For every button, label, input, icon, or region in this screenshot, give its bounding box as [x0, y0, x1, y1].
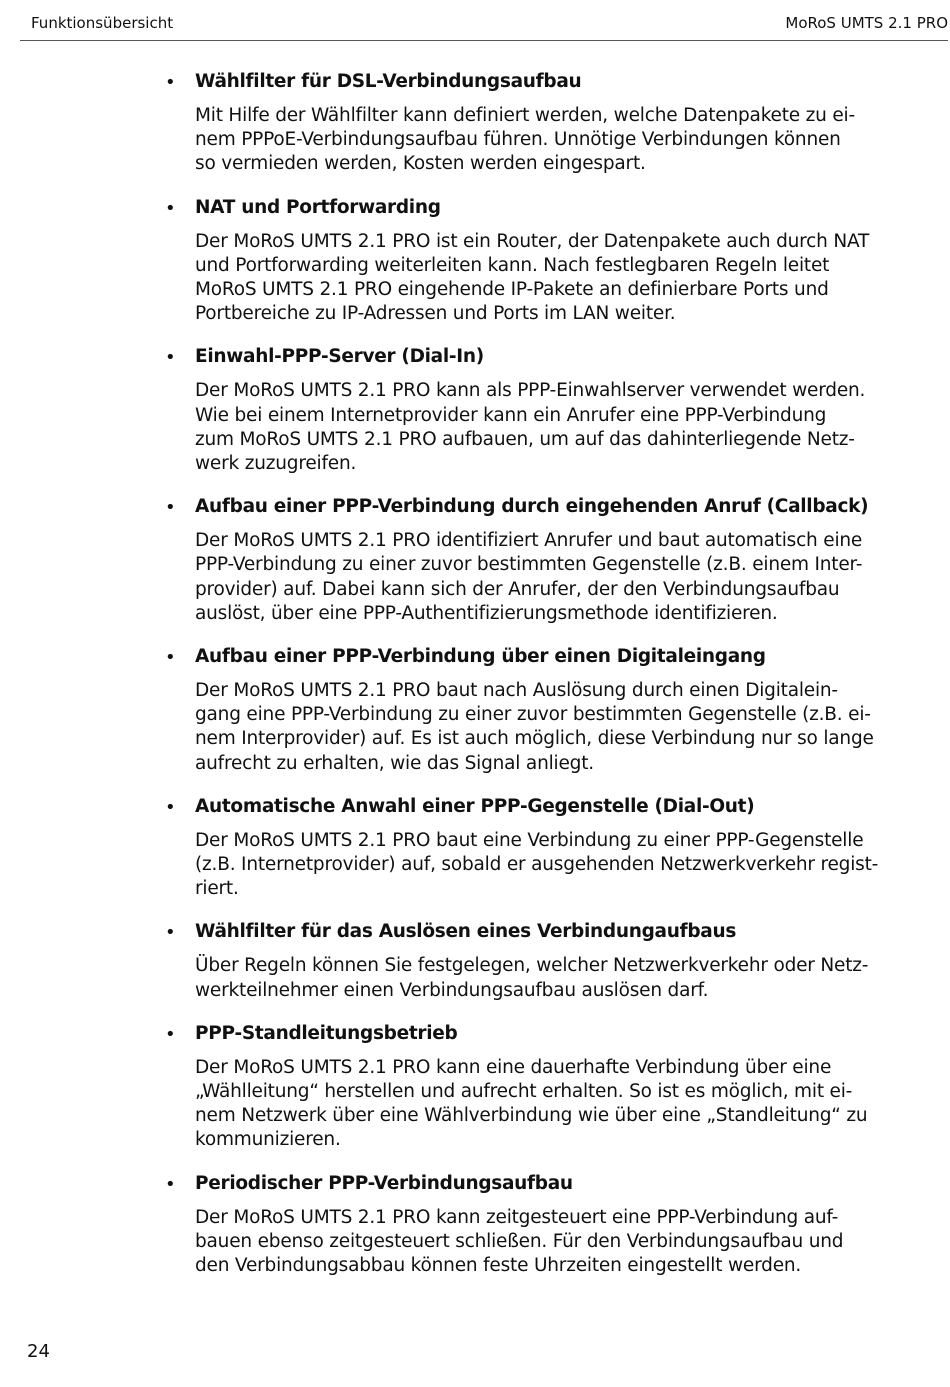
feature-heading: Aufbau einer PPP-Verbindung über einen Digitaleingang	[195, 646, 766, 668]
feature-description: Der MoRoS UMTS 2.1 PRO baut eine Verbindung zu einer PPP-Gegenstelle (z.B. Internetprovider) auf, sobald er ausgehenden Netzwerkverkehr regist- riert.	[195, 829, 879, 900]
feature-item	[160, 196, 885, 327]
bullet-icon: •	[165, 347, 176, 369]
feature-description: Der MoRoS UMTS 2.1 PRO kann zeitgesteuert eine PPP-Verbindung auf- bauen ebenso zeitgesteuert schließen. Für den Verbindungsaufbau und den Verbindungsabbau können feste Uhrzeiten eingestellt werden.	[195, 1206, 844, 1277]
bullet-icon: •	[165, 796, 176, 818]
feature-item	[160, 1172, 885, 1279]
feature-item	[160, 645, 885, 776]
section-title: Funktionsübersicht	[31, 14, 174, 32]
feature-item	[160, 495, 885, 626]
feature-description: Der MoRoS UMTS 2.1 PRO baut nach Auslösung durch einen Digitalein- gang eine PPP-Verbindung zu einer zuvor bestimmten Gegenstelle (z.B. ei- nem Interprovider) auf. Es ist auch möglich, diese Verbindung nur so lange aufrecht zu erhalten, wie das Signal anliegt.	[195, 680, 874, 774]
page-header	[20, 10, 948, 41]
feature-description: Der MoRoS UMTS 2.1 PRO ist ein Router, der Datenpakete auch durch NAT und Portforwarding weiterleiten kann. Nach festlegbaren Regeln leitet MoRoS UMTS 2.1 PRO eingehende IP-Pakete an definierbare Ports und Portbereiche zu IP-Adressen und Ports im LAN weiter.	[195, 230, 870, 325]
feature-item	[160, 345, 885, 476]
bullet-icon: •	[165, 197, 176, 219]
feature-description: Der MoRoS UMTS 2.1 PRO identifiziert Anrufer und baut automatisch eine PPP-Verbindung zu einer zuvor bestimmten Gegenstelle (z.B. einem Inter- provider) auf. Dabei kann sich der Anrufer, der den Verbindungsaufbau auslöst, über eine PPP-Authentifizierungsmethode identifizieren.	[195, 530, 863, 624]
feature-description: Der MoRoS UMTS 2.1 PRO kann als PPP-Einwahlserver verwendet werden. Wie bei einem Internetprovider kann ein Anrufer eine PPP-Verbindung zum MoRoS UMTS 2.1 PRO aufbauen, um auf das dahinterliegende Netz- werk zuzugreifen.	[195, 380, 866, 475]
feature-item	[160, 795, 885, 902]
bullet-icon: •	[165, 1173, 176, 1195]
page-number: 24	[27, 1341, 50, 1362]
feature-item	[160, 1022, 885, 1153]
feature-heading: NAT und Portforwarding	[195, 196, 441, 218]
feature-heading: Periodischer PPP-Verbindungsaufbau	[195, 1172, 573, 1194]
bullet-icon: •	[165, 72, 176, 93]
product-title: MoRoS UMTS 2.1 PRO	[785, 14, 948, 32]
feature-item	[160, 920, 885, 1002]
bullet-icon: •	[165, 497, 176, 519]
feature-heading: Wählfilter für DSL-Verbindungsaufbau	[195, 71, 582, 92]
feature-list	[160, 70, 885, 1297]
bullet-icon: •	[165, 647, 176, 669]
feature-description: Der MoRoS UMTS 2.1 PRO kann eine dauerhafte Verbindung über eine „Wählleitung“ herstellen und aufrecht erhalten. So ist es möglich, mit ei- nem Netzwerk über eine Wählverbindung wie über eine „Standleitung“ zu kommunizieren.	[195, 1056, 868, 1151]
feature-heading: Automatische Anwahl einer PPP-Gegenstelle (Dial-Out)	[195, 795, 755, 817]
feature-description: Über Regeln können Sie festgelegen, welcher Netzwerkverkehr oder Netz- werkteilnehmer einen Verbindungsaufbau auslösen darf.	[195, 955, 869, 1001]
feature-heading: Aufbau einer PPP-Verbindung durch eingehenden Anruf (Callback)	[195, 496, 869, 518]
bullet-icon: •	[165, 1023, 176, 1045]
feature-heading: Wählfilter für das Auslösen eines Verbindungaufbaus	[195, 921, 737, 943]
feature-heading: Einwahl-PPP-Server (Dial-In)	[195, 346, 484, 368]
feature-description: Mit Hilfe der Wählfilter kann definiert werden, welche Datenpakete zu ei- nem PPPoE-Verbindungsaufbau führen. Unnötige Verbindungen können so vermieden werden, Kosten werden eingespart.	[195, 105, 855, 175]
bullet-icon: •	[165, 922, 176, 944]
feature-item	[160, 70, 885, 177]
feature-heading: PPP-Standleitungsbetrieb	[195, 1022, 458, 1044]
